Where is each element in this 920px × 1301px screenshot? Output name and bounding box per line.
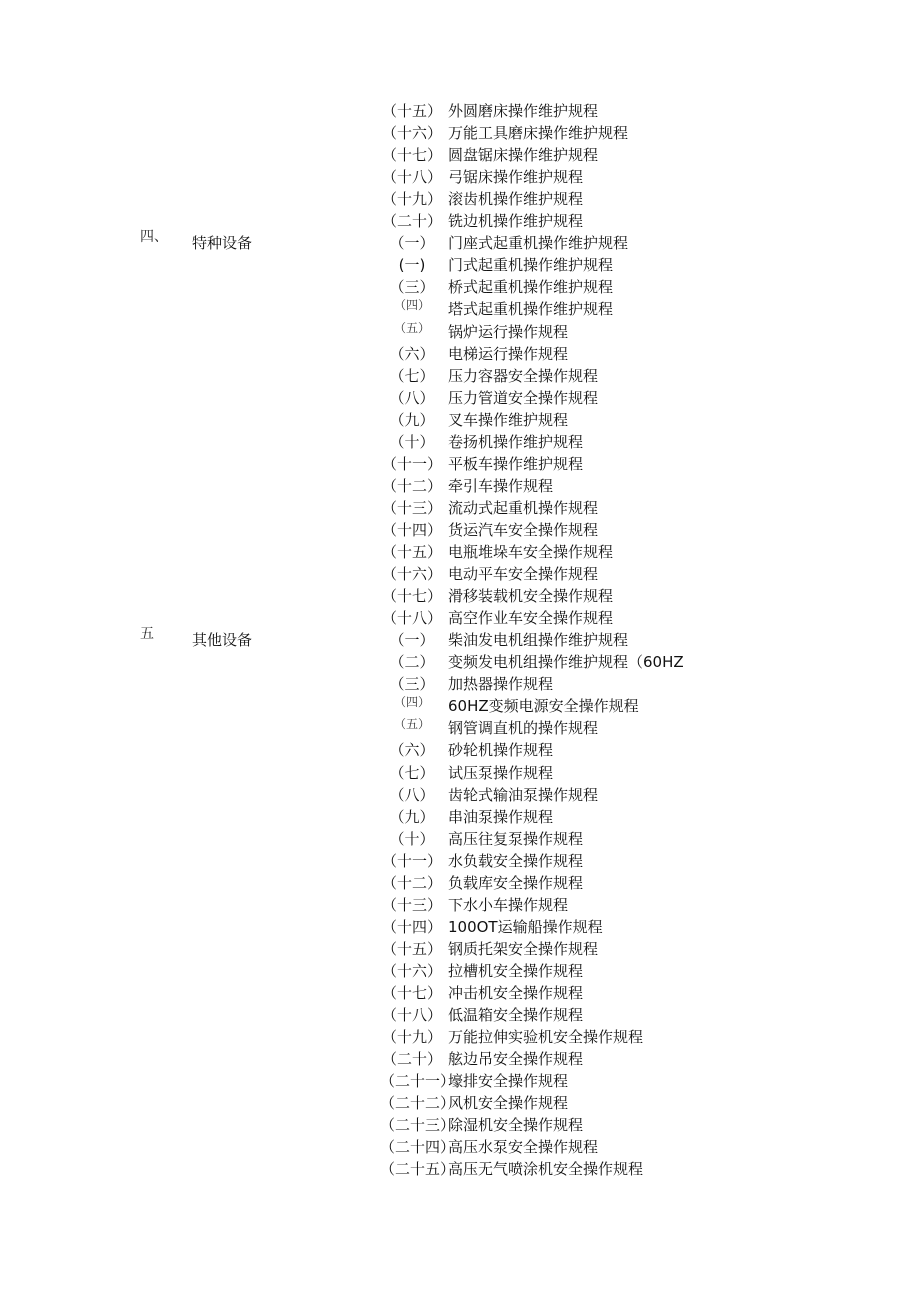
toc-entry-title: 高压水泵安全操作规程 [448,1138,599,1157]
toc-entry-number: （十五） [381,543,442,561]
toc-entry-title: 平板车操作维护规程 [448,454,584,473]
toc-entry [380,144,700,166]
toc-entry-title: 负载库安全操作规程 [448,873,584,892]
toc-entry-title: 拉槽机安全操作规程 [448,961,584,980]
toc-entry-number: （二十三） [380,1116,456,1135]
toc-entry [380,563,700,585]
toc-entry-number: （十七） [381,146,442,165]
toc-entry-title: 柴油发电机组操作维护规程 [448,631,629,650]
toc-entry-title: 压力管道安全操作规程 [448,388,599,407]
toc-entry [380,739,700,761]
toc-entry [380,541,700,563]
toc-entry-title: 门式起重机操作维护规程 [448,256,614,275]
toc-entry [380,585,700,607]
toc-entry [380,806,700,828]
toc-entry-title: 叉车操作维护规程 [448,410,569,429]
toc-entry-number: （十二） [381,873,442,892]
toc-entry [380,122,700,144]
toc-entry [380,210,700,232]
toc-entry [380,607,700,629]
toc-entry-title: 塔式起重机操作维护规程 [448,300,614,319]
toc-entry-number: （五） [393,717,430,732]
toc-entry-title: 电动平车安全操作规程 [448,565,599,584]
toc-entry-number: （十八） [381,168,442,187]
toc-entry-number: （十四） [381,520,442,539]
toc-entry [380,298,700,320]
toc-entry-number: （十九） [381,190,442,209]
toc-entry-number: （二十） [381,212,442,231]
toc-entry [380,828,700,850]
toc-entry [380,276,700,298]
toc-entry [380,673,700,695]
toc-entry [380,651,700,673]
toc-entry [380,629,700,651]
toc-entry [380,387,700,409]
toc-entry-number: （一） [389,234,435,253]
toc-entry-title: 电瓶堆垛车安全操作规程 [448,543,614,561]
toc-entry-number: （十八） [381,1006,442,1025]
toc-entry-title: 桥式起重机操作维护规程 [448,278,614,297]
toc-entry-number: （二十一） [380,1072,456,1091]
toc-entry-title: 卷扬机操作维护规程 [448,432,584,451]
toc-entry-number: （四） [393,298,430,313]
toc-entry-number: （十三） [381,498,442,517]
toc-entry [380,475,700,497]
toc-entry [380,453,700,475]
toc-entry-title: 钢质托架安全操作规程 [448,939,599,958]
toc-entry-number: （七） [389,763,435,782]
toc-entry-title: 万能拉伸实验机安全操作规程 [448,1028,644,1047]
toc-entry [380,1136,700,1158]
toc-entry [380,188,700,210]
toc-entry-number: （八） [389,785,435,804]
toc-entry-number: （十七） [381,984,442,1002]
toc-entry-number: （九） [389,410,435,429]
toc-entry-number: （十六） [381,124,442,143]
toc-entry-title: 除湿机安全操作规程 [448,1116,584,1135]
toc-entry-number: （十五） [381,102,442,120]
toc-entry [380,166,700,188]
toc-entry [380,1158,700,1180]
toc-entry [380,343,700,365]
toc-entry-number: （三） [389,675,435,694]
toc-entry-title: 高压往复泵操作规程 [448,829,584,848]
toc-entry [380,872,700,894]
toc-entry-title: 舷边吊安全操作规程 [448,1050,584,1069]
toc-entry-number: （十九） [381,1028,442,1047]
section-title: 其他设备 [192,631,253,650]
toc-entry [380,938,700,960]
toc-entry [380,100,700,122]
toc-entry [380,1004,700,1026]
toc-entry-number: （十一） [381,454,442,473]
toc-entry-number: （十六） [381,565,442,584]
toc-entry-number: （四） [393,695,430,710]
toc-entry-number: （三） [389,278,435,297]
toc-entry-title: 100OT运输船操作规程 [448,917,603,936]
section-number: 五 [140,626,154,643]
section-number: 四、 [140,229,168,246]
toc-entry-number: （十四） [381,917,442,936]
toc-entry-title: 弓锯床操作维护规程 [448,168,584,187]
toc-entry-title: 压力容器安全操作规程 [448,366,599,385]
toc-entry-number: （十三） [381,895,442,914]
toc-entry-title: 加热器操作规程 [448,675,554,694]
toc-entry-number: （七） [389,366,435,385]
toc-entry [380,695,700,717]
toc-entry-title: 圆盘锯床操作维护规程 [448,146,599,165]
toc-entry-title: 串油泵操作规程 [448,807,554,826]
toc-entry [380,321,700,343]
toc-entry-number: （二十） [381,1050,442,1069]
toc-entry-number: （一） [389,631,435,650]
toc-entry-title: 门座式起重机操作维护规程 [448,234,629,253]
toc-entry-title: 铣边机操作维护规程 [448,212,584,231]
toc-entry [380,1026,700,1048]
toc-entry-title: 砂轮机操作规程 [448,741,554,760]
toc-entry-title: 壕排安全操作规程 [448,1072,569,1091]
toc-entry [380,519,700,541]
toc-entry-number: （十八） [381,609,442,628]
toc-entry-title: 流动式起重机操作规程 [448,498,599,517]
toc-entry [380,916,700,938]
toc-entry-number: （十） [389,432,435,451]
toc-entry-title: 齿轮式输油泵操作规程 [448,785,599,804]
toc-entry-number: （二） [389,653,435,672]
toc-entry [380,982,700,1004]
toc-entry-number: （八） [389,388,435,407]
toc-entry-title: 滑移装载机安全操作规程 [448,587,614,606]
toc-entry [380,254,700,276]
toc-entry-number: （二十二） [380,1094,456,1113]
toc-entry-title: 电梯运行操作规程 [448,344,569,363]
toc-entry-number: （十五） [381,939,442,958]
toc-entry-title: 高空作业车安全操作规程 [448,609,614,628]
toc-entry [380,717,700,739]
toc-entry-number: （六） [389,741,435,760]
toc-entry-title: 下水小车操作规程 [448,895,569,914]
toc-entry-title: 高压无气喷涂机安全操作规程 [448,1160,644,1179]
toc-entry-title: 牵引车操作规程 [448,476,554,495]
toc-entry-title: 钢管调直机的操作规程 [448,719,599,738]
toc-entry [380,232,700,254]
toc-entry [380,960,700,982]
toc-entry [380,497,700,519]
toc-entry [380,409,700,431]
toc-entry-title: 冲击机安全操作规程 [448,984,584,1002]
toc-entry [380,1114,700,1136]
toc-entry-number: （五） [393,320,430,335]
toc-entry-number: （九） [389,807,435,826]
toc-entry-number: （六） [389,344,435,363]
toc-entry [380,431,700,453]
toc-entry-title: 水负载安全操作规程 [448,851,584,870]
toc-entry-number: （十六） [381,961,442,980]
toc-entry-title: 变频发电机组操作维护规程（60HZ [448,653,684,672]
toc-entry [380,1048,700,1070]
section-title: 特种设备 [192,234,253,253]
toc-entry-number: （十二） [381,476,442,495]
toc-entry-number: （十七） [381,587,442,606]
toc-entry-title: 60HZ变频电源安全操作规程 [448,697,639,716]
toc-entry-title: 滚齿机操作维护规程 [448,190,584,209]
toc-entry [380,894,700,916]
toc-entry-title: 锅炉运行操作规程 [448,322,569,341]
toc-entry [380,762,700,784]
toc-entry-number: （十） [389,829,435,848]
toc-entry [380,784,700,806]
toc-entry-number: (一) [398,256,426,275]
toc-entry-title: 风机安全操作规程 [448,1094,569,1113]
toc-entry [380,1092,700,1114]
toc-entry [380,365,700,387]
toc-entry-number: （十一） [381,851,442,870]
toc-entry-number: （二十四） [380,1138,456,1157]
toc-entry-title: 万能工具磨床操作维护规程 [448,124,629,143]
toc-entry-title: 外圆磨床操作维护规程 [448,102,599,120]
toc-entry [380,850,700,872]
toc-entry-number: （二十五） [380,1160,456,1179]
toc-entry-title: 试压泵操作规程 [448,763,554,782]
toc-entry [380,1070,700,1092]
toc-entry-title: 低温箱安全操作规程 [448,1006,584,1025]
toc-entry-title: 货运汽车安全操作规程 [448,520,599,539]
